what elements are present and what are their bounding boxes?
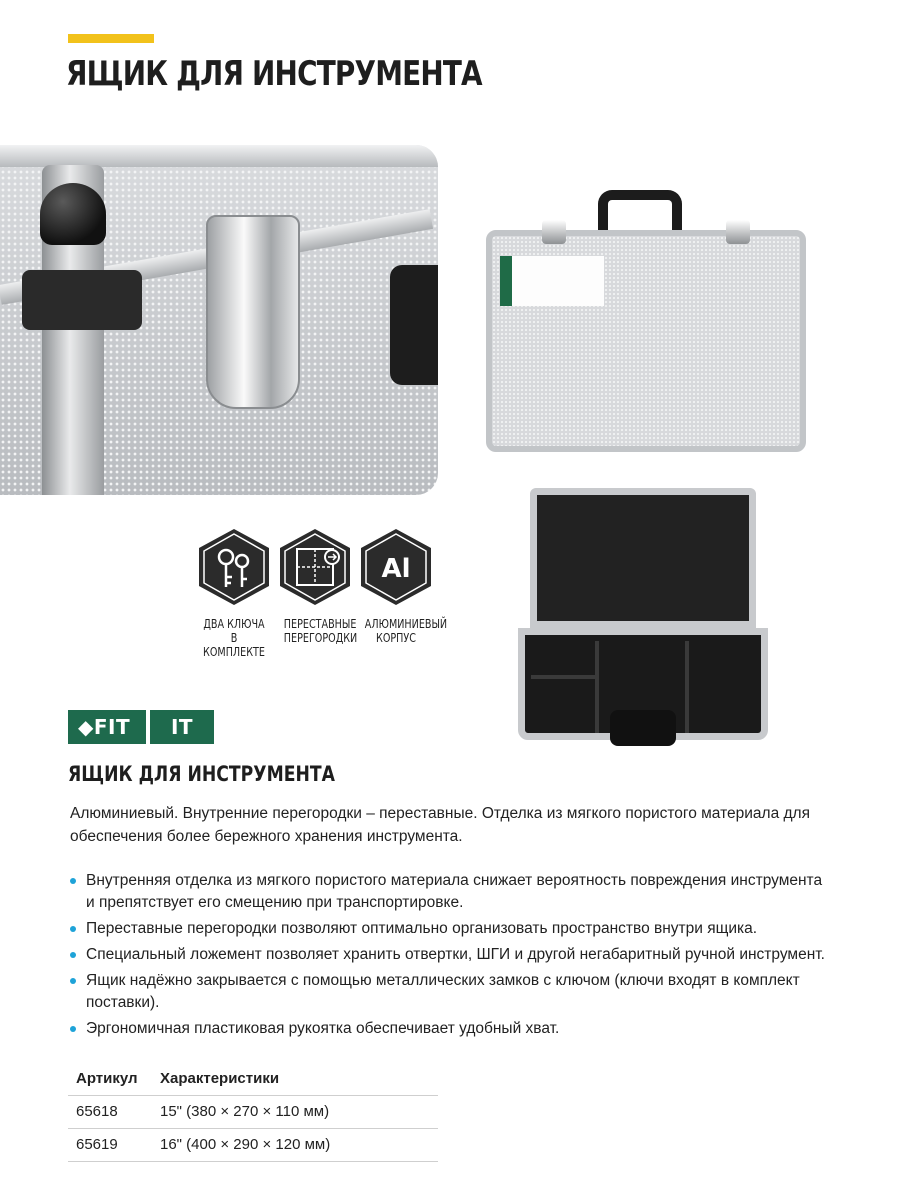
aluminium-symbol: Al — [381, 554, 411, 584]
case-rail — [0, 145, 438, 167]
metal-latch — [206, 215, 300, 409]
partition — [685, 641, 689, 733]
case-lock — [542, 220, 566, 244]
feature-caption: ПЕРЕСТАВНЫЕ ПЕРЕГОРОДКИ — [283, 617, 358, 645]
keys-icon — [196, 527, 272, 607]
partitions-icon — [277, 527, 353, 607]
fit-logo-icon: ◆ — [78, 715, 94, 739]
feature-aluminium — [357, 527, 448, 645]
accent-bar — [68, 34, 154, 43]
latch-closeup-photo — [0, 145, 438, 495]
feature-two-keys — [195, 527, 273, 659]
column-header-specs: Характеристики — [152, 1064, 438, 1096]
article-cell: 65619 — [68, 1129, 152, 1162]
column-header-article: Артикул — [68, 1064, 152, 1096]
specs-cell: 16" (400 × 290 × 120 мм) — [152, 1129, 438, 1162]
case-handle — [390, 265, 438, 385]
table-row — [68, 1129, 438, 1162]
open-case-photo — [518, 488, 768, 750]
spec-table — [68, 1064, 438, 1162]
list-item: Внутренняя отделка из мягкого пористого материала снижает вероятность повреждения инструмента и препятствует его смещению при транспортировке. — [70, 870, 830, 914]
case-lock — [726, 220, 750, 244]
closed-case-photo — [486, 190, 806, 462]
feature-caption: АЛЮМИНИЕВЫЙ КОРПУС — [364, 617, 448, 645]
product-intro: Алюминиевый. Внутренние перегородки – переставные. Отделка из мягкого пористого материала для обеспечения более бережного хранения инструмента. — [70, 805, 810, 845]
specs-cell: 15" (380 × 270 × 110 мм) — [152, 1096, 438, 1129]
partition — [595, 641, 599, 733]
feature-partitions — [276, 527, 358, 645]
product-title: ЯЩИК ДЛЯ ИНСТРУМЕНТА — [68, 762, 335, 786]
corner-bracket — [22, 270, 142, 330]
article-cell: 65618 — [68, 1096, 152, 1129]
list-item: Ящик надёжно закрывается с помощью металлических замков с ключом (ключи входят в комплект поставки). — [70, 970, 830, 1014]
brand-fit: ◆FIT — [68, 710, 146, 744]
partition — [531, 675, 595, 679]
case-lid — [530, 488, 756, 628]
corner-cap — [40, 183, 106, 245]
brand-logo — [68, 710, 214, 744]
brand-it: IT — [150, 710, 214, 744]
table-header-row — [68, 1064, 438, 1096]
case-grip — [610, 710, 676, 746]
feature-caption: ДВА КЛЮЧА В КОМПЛЕКТЕ — [203, 617, 265, 659]
list-item: Переставные перегородки позволяют оптимально организовать пространство внутри ящика. — [70, 918, 830, 940]
table-row — [68, 1096, 438, 1129]
list-item: Эргономичная пластиковая рукоятка обеспечивает удобный хват. — [70, 1018, 830, 1040]
page-title: ЯЩИК ДЛЯ ИНСТРУМЕНТА — [66, 54, 482, 94]
list-item: Специальный ложемент позволяет хранить отвертки, ШГИ и другой негабаритный ручной инструмент. — [70, 944, 830, 966]
product-label-sticker — [500, 256, 604, 306]
feature-list — [70, 870, 830, 1044]
aluminium-icon — [358, 527, 434, 607]
